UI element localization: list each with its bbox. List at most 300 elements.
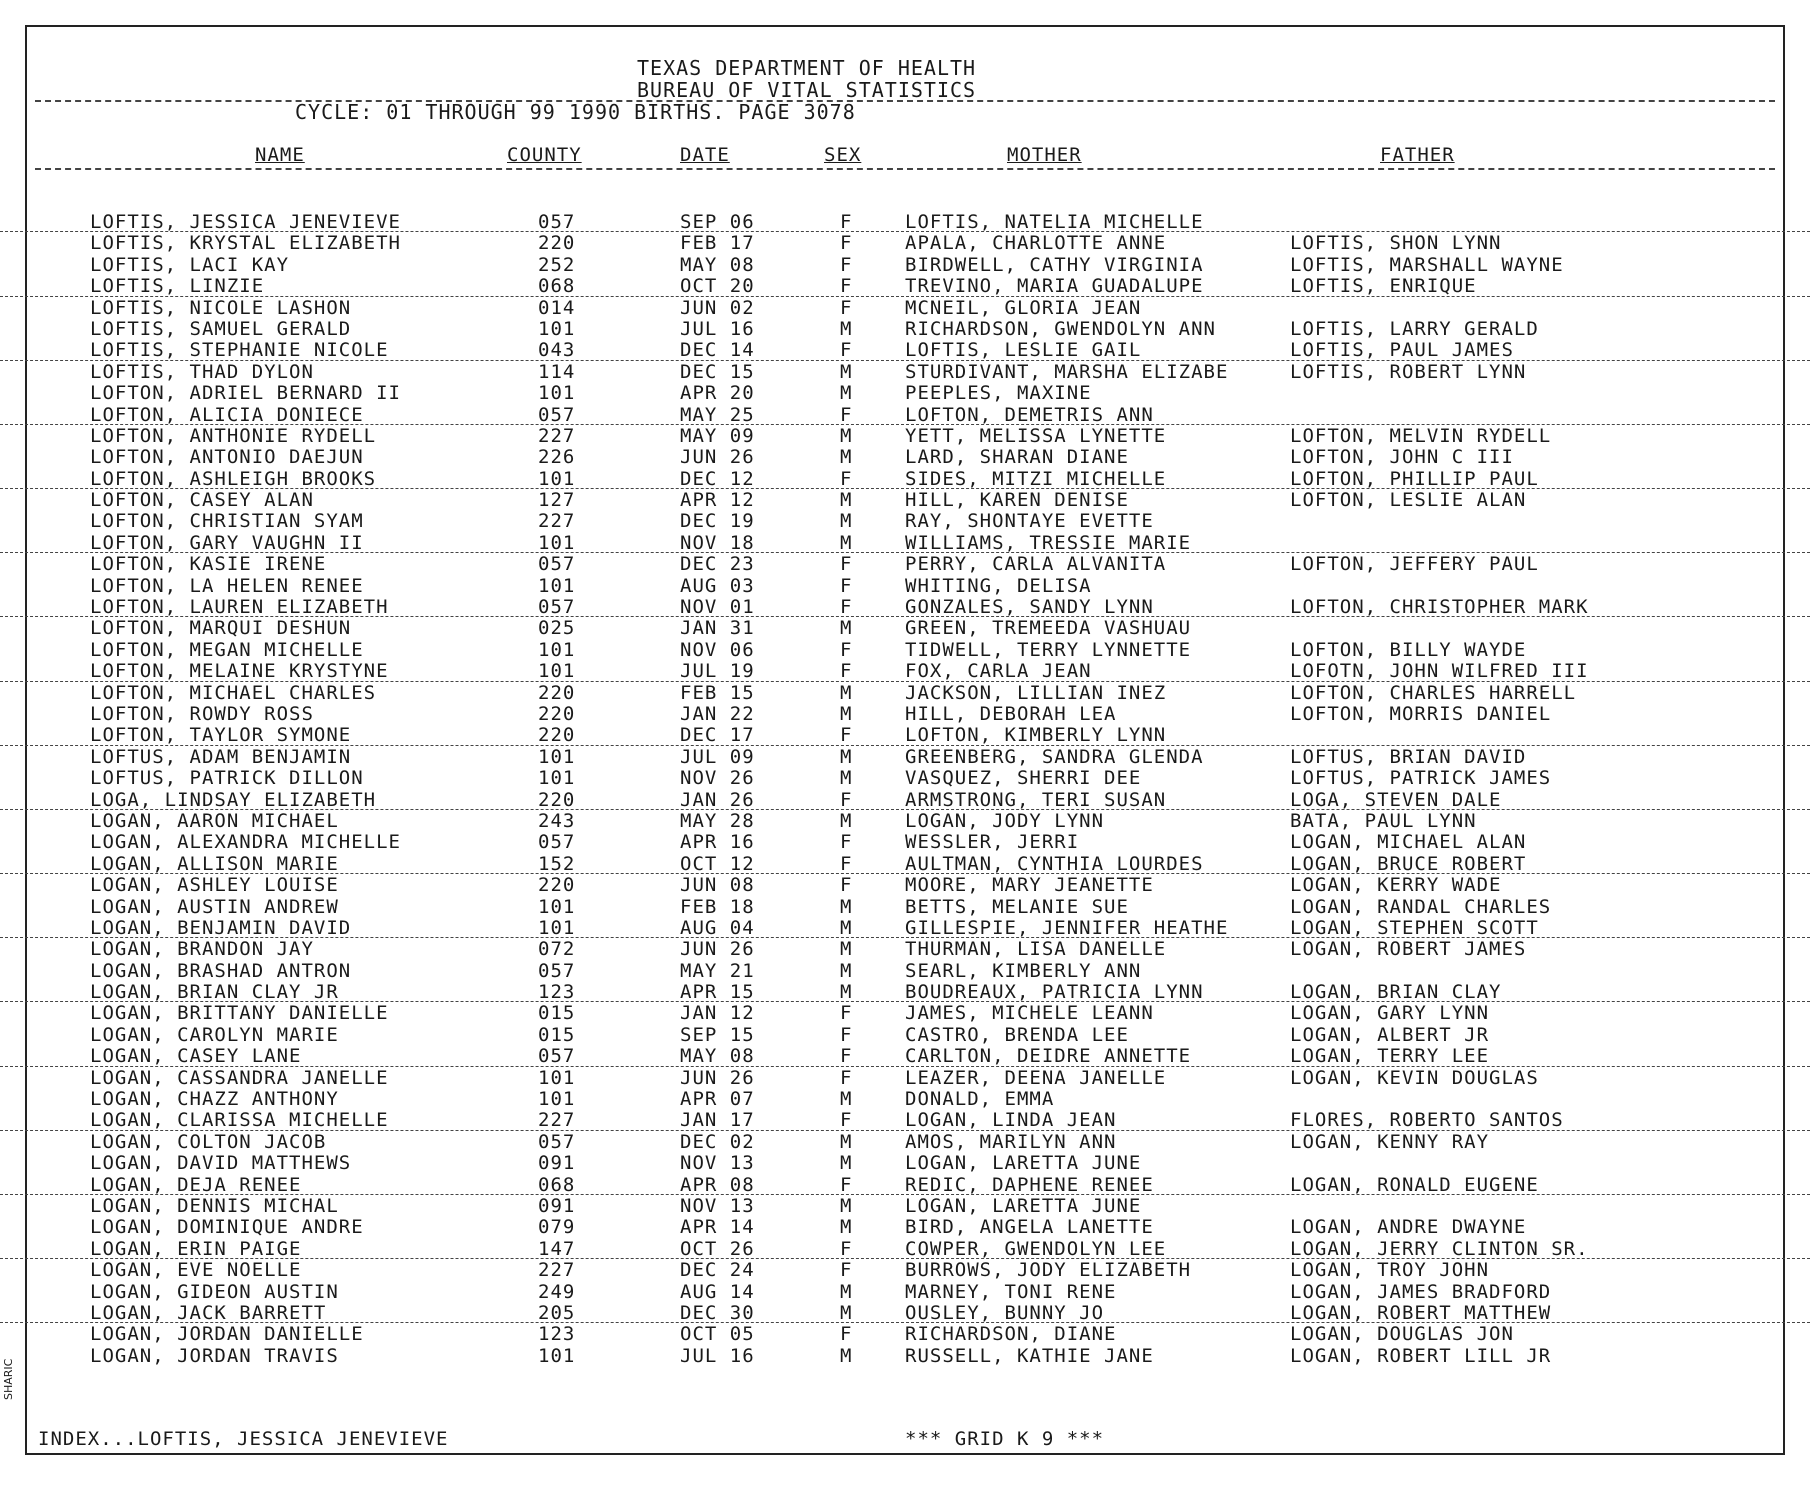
cell-father: LOFTIS, SHON LYNN [1290, 232, 1502, 255]
cell-sex: F [840, 1023, 853, 1046]
cell-county: 147 [538, 1237, 576, 1260]
cell-name: LOGAN, AUSTIN ANDREW [90, 895, 339, 918]
cell-mother: AMOS, MARILYN ANN [905, 1130, 1117, 1153]
table-row [0, 1323, 1810, 1344]
cell-father: LOGAN, ROBERT MATTHEW [1290, 1301, 1552, 1324]
cell-sex: M [840, 382, 853, 405]
cell-name: LOFTON, ALICIA DONIECE [90, 403, 364, 426]
table-row [0, 1067, 1810, 1088]
table-row [0, 232, 1810, 253]
cell-name: LOGAN, JORDAN DANIELLE [90, 1323, 364, 1346]
cell-sex: F [840, 596, 853, 619]
table-row [0, 318, 1810, 339]
cell-county: 101 [538, 638, 576, 661]
table-row [0, 682, 1810, 703]
cell-sex: M [840, 617, 853, 640]
cell-mother: SIDES, MITZI MICHELLE [905, 467, 1167, 490]
cell-sex: M [840, 1152, 853, 1175]
column-header-mother: MOTHER [1007, 144, 1082, 166]
cell-sex: M [840, 938, 853, 961]
cell-father: LOGAN, KENNY RAY [1290, 1130, 1490, 1153]
cell-county: 057 [538, 211, 576, 233]
cell-father: LOFTUS, PATRICK JAMES [1290, 767, 1552, 790]
records-table [0, 211, 1810, 1366]
cell-date: DEC 14 [680, 339, 755, 362]
cell-mother: WESSLER, JERRI [905, 831, 1080, 854]
table-row [0, 660, 1810, 681]
table-row [0, 724, 1810, 745]
cell-county: 205 [538, 1301, 576, 1324]
cell-mother: GREENBERG, SANDRA GLENDA [905, 745, 1204, 768]
cell-father: LOFTIS, ROBERT LYNN [1290, 360, 1527, 383]
cell-sex: F [840, 660, 853, 683]
cell-name: LOFTIS, STEPHANIE NICOLE [90, 339, 389, 362]
cell-sex: F [840, 403, 853, 426]
cell-date: OCT 12 [680, 852, 755, 875]
cell-county: 227 [538, 510, 576, 533]
cell-mother: RUSSELL, KATHIE JANE [905, 1344, 1154, 1367]
cell-name: LOGAN, CLARISSA MICHELLE [90, 1109, 389, 1132]
cell-county: 220 [538, 724, 576, 747]
cell-mother: SEARL, KIMBERLY ANN [905, 959, 1142, 982]
column-header-divider [35, 168, 1775, 170]
table-row [0, 639, 1810, 660]
table-row [0, 617, 1810, 638]
cell-county: 220 [538, 874, 576, 897]
cell-father: LOGAN, RONALD EUGENE [1290, 1173, 1539, 1196]
cell-father: LOGAN, TERRY LEE [1290, 1045, 1490, 1068]
cell-name: LOGAN, BRASHAD ANTRON [90, 959, 352, 982]
cell-mother: JAMES, MICHELE LEANN [905, 1002, 1154, 1025]
cell-mother: PEEPLES, MAXINE [905, 382, 1092, 405]
cell-date: JAN 31 [680, 617, 755, 640]
table-row [0, 874, 1810, 895]
cell-county: 101 [538, 317, 576, 340]
cell-mother: LOFTON, KIMBERLY LYNN [905, 724, 1167, 747]
cell-county: 101 [538, 467, 576, 490]
cell-mother: MARNEY, TONI RENE [905, 1280, 1117, 1303]
cell-name: LOGAN, ALEXANDRA MICHELLE [90, 831, 401, 854]
cell-sex: F [840, 1109, 853, 1132]
table-row [0, 1195, 1810, 1216]
cell-mother: TIDWELL, TERRY LYNNETTE [905, 638, 1192, 661]
cell-county: 152 [538, 852, 576, 875]
cell-name: LOGAN, JORDAN TRAVIS [90, 1344, 339, 1367]
cell-sex: M [840, 916, 853, 939]
cell-name: LOFTON, GARY VAUGHN II [90, 531, 364, 554]
cell-date: DEC 17 [680, 724, 755, 747]
cell-name: LOFTUS, PATRICK DILLON [90, 767, 364, 790]
cell-county: 227 [538, 424, 576, 447]
cell-sex: F [840, 638, 853, 661]
cell-name: LOGAN, BRANDON JAY [90, 938, 314, 961]
cell-mother: LOGAN, LARETTA JUNE [905, 1152, 1142, 1175]
cell-mother: APALA, CHARLOTTE ANNE [905, 232, 1167, 255]
cell-sex: F [840, 553, 853, 576]
cell-county: 057 [538, 1130, 576, 1153]
cell-mother: ARMSTRONG, TERI SUSAN [905, 788, 1167, 811]
cell-mother: HILL, KAREN DENISE [905, 489, 1129, 512]
cell-sex: F [840, 574, 853, 597]
cell-date: OCT 20 [680, 275, 755, 298]
cell-date: DEC 23 [680, 553, 755, 576]
table-row [0, 703, 1810, 724]
cell-county: 101 [538, 916, 576, 939]
cell-mother: FOX, CARLA JEAN [905, 660, 1092, 683]
cell-county: 057 [538, 831, 576, 854]
cell-county: 123 [538, 981, 576, 1004]
cell-county: 101 [538, 895, 576, 918]
cell-name: LOFTON, TAYLOR SYMONE [90, 724, 352, 747]
cell-date: NOV 06 [680, 638, 755, 661]
cell-county: 220 [538, 681, 576, 704]
cell-name: LOFTUS, ADAM BENJAMIN [90, 745, 352, 768]
table-row [0, 425, 1810, 446]
cell-father: LOGAN, MICHAEL ALAN [1290, 831, 1527, 854]
cell-name: LOGAN, CHAZZ ANTHONY [90, 1088, 339, 1111]
cell-name: LOFTIS, LACI KAY [90, 253, 290, 276]
table-row [0, 446, 1810, 467]
cell-date: DEC 19 [680, 510, 755, 533]
cell-name: LOFTON, ADRIEL BERNARD II [90, 382, 401, 405]
cell-sex: F [840, 1323, 853, 1346]
cell-county: 243 [538, 809, 576, 832]
cell-mother: BETTS, MELANIE SUE [905, 895, 1129, 918]
cell-county: 068 [538, 1173, 576, 1196]
cell-mother: CARLTON, DEIDRE ANNETTE [905, 1045, 1192, 1068]
cell-father: LOFTON, PHILLIP PAUL [1290, 467, 1539, 490]
cell-mother: TREVINO, MARIA GUADALUPE [905, 275, 1204, 298]
cell-name: LOFTON, MICHAEL CHARLES [90, 681, 377, 704]
table-row [0, 254, 1810, 275]
cell-mother: JACKSON, LILLIAN INEZ [905, 681, 1167, 704]
cell-date: JUN 26 [680, 938, 755, 961]
cell-sex: M [840, 681, 853, 704]
cell-mother: MCNEIL, GLORIA JEAN [905, 296, 1142, 319]
cell-sex: M [840, 446, 853, 469]
cell-father: LOGAN, JAMES BRADFORD [1290, 1280, 1552, 1303]
cell-sex: M [840, 1088, 853, 1111]
cell-name: LOGAN, DOMINIQUE ANDRE [90, 1216, 364, 1239]
table-row [0, 1238, 1810, 1259]
cell-mother: COWPER, GWENDOLYN LEE [905, 1237, 1167, 1260]
cell-county: 014 [538, 296, 576, 319]
cell-father: LOFTUS, BRIAN DAVID [1290, 745, 1527, 768]
cell-county: 057 [538, 1045, 576, 1068]
cell-father: LOFTON, JEFFERY PAUL [1290, 553, 1539, 576]
table-row [0, 532, 1810, 553]
table-row [0, 1131, 1810, 1152]
cell-name: LOGAN, JACK BARRETT [90, 1301, 327, 1324]
cell-father: LOGAN, BRUCE ROBERT [1290, 852, 1527, 875]
table-row [0, 382, 1810, 403]
cell-mother: WHITING, DELISA [905, 574, 1092, 597]
cell-sex: M [840, 895, 853, 918]
column-header-father: FATHER [1380, 144, 1455, 166]
cell-county: 015 [538, 1023, 576, 1046]
table-row [0, 275, 1810, 296]
cell-date: APR 16 [680, 831, 755, 854]
cell-date: DEC 12 [680, 467, 755, 490]
cell-father: LOFTON, LESLIE ALAN [1290, 489, 1527, 512]
cell-sex: M [840, 317, 853, 340]
cell-sex: M [840, 489, 853, 512]
cell-county: 101 [538, 1344, 576, 1367]
cell-county: 226 [538, 446, 576, 469]
cell-county: 101 [538, 745, 576, 768]
cell-sex: M [840, 809, 853, 832]
cell-name: LOFTON, ROWDY ROSS [90, 702, 314, 725]
cell-date: JUN 26 [680, 1066, 755, 1089]
cell-name: LOFTIS, KRYSTAL ELIZABETH [90, 232, 401, 255]
cell-county: 072 [538, 938, 576, 961]
cell-county: 025 [538, 617, 576, 640]
cell-mother: THURMAN, LISA DANELLE [905, 938, 1167, 961]
cell-county: 252 [538, 253, 576, 276]
cell-mother: GILLESPIE, JENNIFER HEATHE [905, 916, 1229, 939]
cell-county: 101 [538, 1088, 576, 1111]
cell-county: 220 [538, 232, 576, 255]
cell-name: LOGAN, AARON MICHAEL [90, 809, 339, 832]
cell-name: LOFTON, CASEY ALAN [90, 489, 314, 512]
cell-mother: BIRD, ANGELA LANETTE [905, 1216, 1154, 1239]
table-row [0, 1152, 1810, 1173]
table-row [0, 1002, 1810, 1023]
cell-date: MAY 08 [680, 1045, 755, 1068]
cell-sex: F [840, 339, 853, 362]
cell-father: LOFTON, JOHN C III [1290, 446, 1514, 469]
cell-name: LOGAN, ALLISON MARIE [90, 852, 339, 875]
cell-date: NOV 01 [680, 596, 755, 619]
cell-name: LOFTIS, SAMUEL GERALD [90, 317, 352, 340]
cell-name: LOFTON, ANTONIO DAEJUN [90, 446, 364, 469]
cell-sex: F [840, 253, 853, 276]
header-title: TEXAS DEPARTMENT OF HEALTH [637, 56, 977, 80]
side-mark: SHARIC [2, 1358, 15, 1400]
table-row [0, 361, 1810, 382]
cell-mother: RAY, SHONTAYE EVETTE [905, 510, 1154, 533]
table-row [0, 938, 1810, 959]
table-row [0, 896, 1810, 917]
cell-date: JAN 17 [680, 1109, 755, 1132]
table-row [0, 981, 1810, 1002]
cell-sex: M [840, 767, 853, 790]
cell-date: MAY 21 [680, 959, 755, 982]
cell-name: LOGAN, CASSANDRA JANELLE [90, 1066, 389, 1089]
cell-name: LOGAN, DAVID MATTHEWS [90, 1152, 352, 1175]
cell-father: LOGAN, DOUGLAS JON [1290, 1323, 1514, 1346]
cell-county: 101 [538, 1066, 576, 1089]
cell-name: LOFTON, MEGAN MICHELLE [90, 638, 364, 661]
table-row [0, 1109, 1810, 1130]
cell-sex: M [840, 510, 853, 533]
cell-sex: F [840, 724, 853, 747]
cell-name: LOGAN, ASHLEY LOUISE [90, 874, 339, 897]
cell-mother: RICHARDSON, DIANE [905, 1323, 1117, 1346]
cell-name: LOGAN, EVE NOELLE [90, 1259, 302, 1282]
cell-mother: BOUDREAUX, PATRICIA LYNN [905, 981, 1204, 1004]
cell-father: LOFTON, CHARLES HARRELL [1290, 681, 1577, 704]
cell-mother: LOFTON, DEMETRIS ANN [905, 403, 1154, 426]
cell-county: 091 [538, 1152, 576, 1175]
cell-date: AUG 03 [680, 574, 755, 597]
table-row [0, 297, 1810, 318]
column-header-sex: SEX [824, 144, 862, 166]
table-row [0, 1259, 1810, 1280]
cell-sex: M [840, 360, 853, 383]
cell-name: LOFTON, LA HELEN RENEE [90, 574, 364, 597]
cell-sex: F [840, 232, 853, 255]
cell-date: DEC 24 [680, 1259, 755, 1282]
cell-father: FLORES, ROBERTO SANTOS [1290, 1109, 1564, 1132]
cell-mother: PERRY, CARLA ALVANITA [905, 553, 1167, 576]
cell-father: LOFTON, BILLY WAYDE [1290, 638, 1527, 661]
cell-county: 057 [538, 403, 576, 426]
table-row [0, 1345, 1810, 1366]
cell-father: LOFTON, MORRIS DANIEL [1290, 702, 1552, 725]
table-row [0, 468, 1810, 489]
cell-county: 101 [538, 382, 576, 405]
cell-sex: M [840, 959, 853, 982]
cell-sex: F [840, 831, 853, 854]
cell-father: LOFTIS, ENRIQUE [1290, 275, 1477, 298]
cell-county: 043 [538, 339, 576, 362]
table-row [0, 746, 1810, 767]
cell-father: LOGAN, ROBERT LILL JR [1290, 1344, 1552, 1367]
cell-county: 057 [538, 596, 576, 619]
table-row [0, 1088, 1810, 1109]
cell-name: LOGAN, DENNIS MICHAL [90, 1194, 339, 1217]
cell-date: APR 20 [680, 382, 755, 405]
cell-date: JUL 16 [680, 1344, 755, 1367]
cell-county: 068 [538, 275, 576, 298]
cell-sex: M [840, 1130, 853, 1153]
cell-sex: F [840, 874, 853, 897]
cell-sex: F [840, 1066, 853, 1089]
cell-date: JUN 02 [680, 296, 755, 319]
cell-mother: LARD, SHARAN DIANE [905, 446, 1129, 469]
cell-mother: LOGAN, LARETTA JUNE [905, 1194, 1142, 1217]
cell-father: BATA, PAUL LYNN [1290, 809, 1477, 832]
cell-sex: F [840, 467, 853, 490]
cell-date: OCT 05 [680, 1323, 755, 1346]
cell-mother: VASQUEZ, SHERRI DEE [905, 767, 1142, 790]
cell-father: LOGA, STEVEN DALE [1290, 788, 1502, 811]
cell-mother: GREEN, TREMEEDA VASHUAU [905, 617, 1192, 640]
table-row [0, 404, 1810, 425]
cell-date: FEB 18 [680, 895, 755, 918]
cell-name: LOGAN, BRITTANY DANIELLE [90, 1002, 389, 1025]
table-row [0, 1045, 1810, 1066]
cell-name: LOGAN, GIDEON AUSTIN [90, 1280, 339, 1303]
cell-father: LOFTIS, MARSHALL WAYNE [1290, 253, 1564, 276]
cell-name: LOFTON, LAUREN ELIZABETH [90, 596, 389, 619]
cell-name: LOGAN, COLTON JACOB [90, 1130, 327, 1153]
cell-date: JUL 16 [680, 317, 755, 340]
cell-mother: LOFTIS, LESLIE GAIL [905, 339, 1142, 362]
cell-date: APR 12 [680, 489, 755, 512]
cell-mother: BIRDWELL, CATHY VIRGINIA [905, 253, 1204, 276]
cell-date: JUL 19 [680, 660, 755, 683]
cell-date: OCT 26 [680, 1237, 755, 1260]
grid-label: *** GRID K 9 *** [905, 1428, 1105, 1450]
cell-name: LOFTON, KASIE IRENE [90, 553, 327, 576]
table-row [0, 1174, 1810, 1195]
cell-sex: F [840, 1173, 853, 1196]
table-row [0, 1281, 1810, 1302]
cell-county: 123 [538, 1323, 576, 1346]
cell-mother: LOGAN, LINDA JEAN [905, 1109, 1117, 1132]
cell-name: LOFTIS, THAD DYLON [90, 360, 314, 383]
table-row [0, 1024, 1810, 1045]
cell-father: LOGAN, JERRY CLINTON SR. [1290, 1237, 1589, 1260]
cell-name: LOGA, LINDSAY ELIZABETH [90, 788, 377, 811]
cell-county: 057 [538, 959, 576, 982]
cell-date: APR 15 [680, 981, 755, 1004]
cell-mother: REDIC, DAPHENE RENEE [905, 1173, 1154, 1196]
cell-name: LOGAN, CASEY LANE [90, 1045, 302, 1068]
cell-sex: M [840, 531, 853, 554]
cell-sex: M [840, 745, 853, 768]
cell-name: LOFTON, ANTHONIE RYDELL [90, 424, 377, 447]
cell-date: SEP 15 [680, 1023, 755, 1046]
cell-mother: OUSLEY, BUNNY JO [905, 1301, 1105, 1324]
cell-county: 227 [538, 1109, 576, 1132]
cell-sex: F [840, 275, 853, 298]
cell-county: 249 [538, 1280, 576, 1303]
cell-date: MAY 08 [680, 253, 755, 276]
cell-name: LOFTON, MARQUI DESHUN [90, 617, 352, 640]
cell-mother: LEAZER, DEENA JANELLE [905, 1066, 1167, 1089]
cell-mother: GONZALES, SANDY LYNN [905, 596, 1154, 619]
cell-date: APR 14 [680, 1216, 755, 1239]
cell-mother: WILLIAMS, TRESSIE MARIE [905, 531, 1192, 554]
cell-name: LOFTON, CHRISTIAN SYAM [90, 510, 364, 533]
cell-date: NOV 18 [680, 531, 755, 554]
cell-name: LOFTIS, JESSICA JENEVIEVE [90, 211, 401, 233]
cell-name: LOFTIS, NICOLE LASHON [90, 296, 352, 319]
cell-sex: F [840, 1237, 853, 1260]
cell-sex: M [840, 424, 853, 447]
cell-father: LOGAN, GARY LYNN [1290, 1002, 1490, 1025]
table-row [0, 831, 1810, 852]
cell-father: LOFTIS, LARRY GERALD [1290, 317, 1539, 340]
cell-sex: M [840, 981, 853, 1004]
cell-sex: M [840, 1344, 853, 1367]
cell-date: JAN 26 [680, 788, 755, 811]
cell-mother: DONALD, EMMA [905, 1088, 1055, 1111]
table-row [0, 1302, 1810, 1323]
table-row [0, 339, 1810, 360]
cell-county: 220 [538, 788, 576, 811]
cell-date: DEC 02 [680, 1130, 755, 1153]
cell-sex: M [840, 1280, 853, 1303]
cell-date: SEP 06 [680, 211, 755, 233]
cell-mother: RICHARDSON, GWENDOLYN ANN [905, 317, 1216, 340]
cell-date: JUL 09 [680, 745, 755, 768]
cell-sex: M [840, 1194, 853, 1217]
cell-name: LOFTON, ASHLEIGH BROOKS [90, 467, 377, 490]
cell-name: LOGAN, BENJAMIN DAVID [90, 916, 352, 939]
cell-county: 057 [538, 553, 576, 576]
cell-date: JAN 12 [680, 1002, 755, 1025]
cell-name: LOGAN, CAROLYN MARIE [90, 1023, 339, 1046]
cell-mother: YETT, MELISSA LYNETTE [905, 424, 1167, 447]
cell-date: NOV 26 [680, 767, 755, 790]
cell-county: 079 [538, 1216, 576, 1239]
table-row [0, 917, 1810, 938]
cell-sex: M [840, 1216, 853, 1239]
